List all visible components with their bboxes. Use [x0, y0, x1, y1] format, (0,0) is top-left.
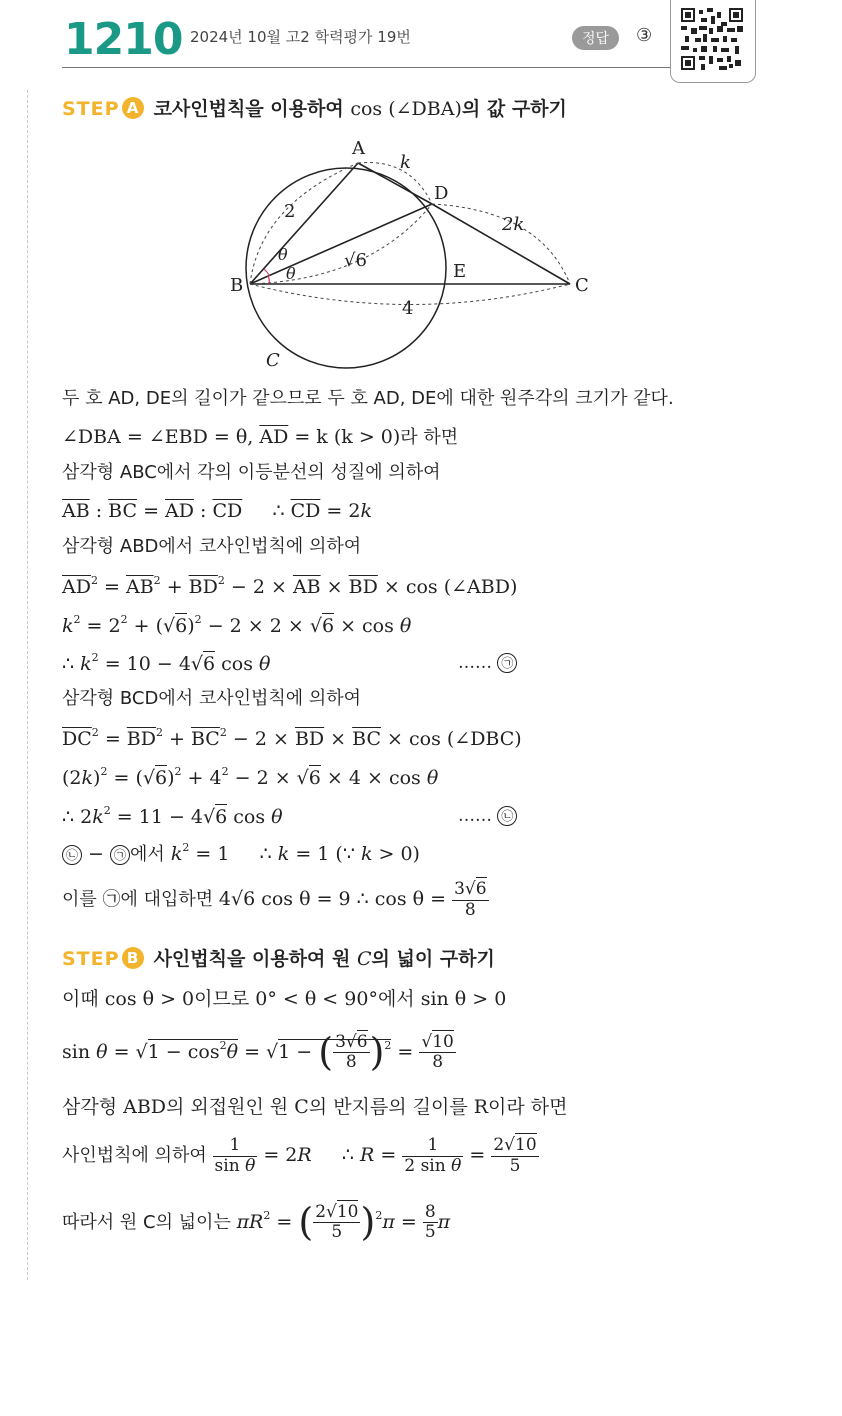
label-a: A — [352, 138, 365, 159]
label-bd-length: √6 — [344, 250, 367, 271]
text-line-12: ∴ $2k^2 = 11 - 4√6$ cos θ — [62, 804, 283, 828]
label-b: B — [230, 275, 244, 296]
text-line-4-ratio: $\overline{AB}$ : $\overline{BC} = \overline{AD}$ : $\overline{CD}$ ∴ $\overline{CD} = 2k$ — [62, 500, 372, 522]
equation-tag-2: …… ㉡ — [458, 806, 517, 826]
step-a-title-math: cos (∠DBA) — [350, 98, 462, 120]
step-b-title-pre: 사인법칙을 이용하여 원 — [153, 948, 357, 970]
segment-bd — [250, 204, 432, 284]
line2-suffix: 라 하면 — [400, 427, 459, 448]
tag-mark-2: ㉡ — [497, 806, 517, 826]
label-e: E — [453, 261, 467, 282]
line19-prefix: 따라서 원 C의 넓이는 — [62, 1211, 237, 1233]
text-line-16-sin: $\sin \theta = √1 - \cos^2\theta = √1$ − ( $\frac{3√6}{8}$ )$^2$ = $\frac{√10}{8}$ — [62, 1030, 454, 1074]
label-ad-length: k — [400, 152, 411, 173]
label-ab-length: 2 — [284, 201, 296, 222]
step-b-title-post: 의 넓이 구하기 — [371, 948, 495, 970]
label-circle-c: C — [266, 350, 280, 371]
problem-source: 2024년 10월 고2 학력평가 19번 — [190, 28, 411, 46]
margin-guide-line — [27, 90, 28, 1280]
step-b-letter-badge: B — [122, 947, 144, 969]
line2-equation: = k (k > 0) — [288, 426, 401, 448]
label-dc-length: 2k — [502, 214, 525, 235]
text-line-19-area: 따라서 원 C의 넓이는 $\pi R^2$ = ( $\frac{2√10}{5}$ )$^2$π = $\frac{8}{5}$ π — [62, 1200, 451, 1244]
angle-mark-1 — [264, 269, 269, 276]
text-line-18: 사인법칙에 의하여 $\frac{1}{\text{sin θ}}$ = 2R ∴ R = $\frac{1}{\text{2 sin θ}}$ = $\frac{2√10}{5}$ — [62, 1135, 537, 1176]
step-a-title-pre: 코사인법칙을 이용하여 — [153, 98, 351, 120]
step-a-heading — [62, 94, 567, 121]
step-b-title-math: C — [356, 948, 372, 970]
label-c: C — [575, 275, 589, 296]
line14-math: 4√6 cos θ = 9 ∴ cos θ = — [218, 888, 453, 911]
problem-number: 1210 — [64, 14, 183, 65]
label-d: D — [434, 183, 449, 204]
text-line-17: 삼각형 ABD의 외접원인 원 C의 반지름의 길이를 R이라 하면 — [62, 1096, 568, 1118]
segment-ad — [358, 163, 432, 204]
text-line-9: 삼각형 BCD에서 코사인법칙에 의하여 — [62, 688, 362, 709]
line2-ad-overline: $\overline{AD}$ — [259, 426, 289, 448]
step-a-title-post: 의 값 구하기 — [461, 98, 567, 120]
frac-cos-theta: $\frac{3√6}{8}$ — [454, 879, 487, 920]
answer-value: ③ — [636, 25, 653, 46]
label-bc-length: 4 — [402, 298, 414, 319]
line14-prefix: 이를 ㉠에 대입하면 — [62, 889, 219, 911]
answer-badge: 정답 — [572, 26, 619, 50]
step-a-letter-badge: A — [122, 97, 144, 119]
text-line-11: $(2k)^2 = (√6)^2 + 4^2 - 2 \times √6 \times 4 \times \cos \theta$ — [62, 765, 439, 789]
text-line-13: ㉡ − ㉠ 에서 $k^2 = 1$ ∴ k = 1 (∵ k > 0) — [62, 841, 420, 866]
step-a-word: STEP — [62, 98, 120, 120]
text-line-3: 삼각형 ABC에서 각의 이등분선의 성질에 의하여 — [62, 462, 441, 483]
qr-code-icon — [681, 8, 743, 70]
text-line-15: 이때 cos θ > 0이므로 0° < θ < 90°에서 sin θ > 0 — [62, 988, 507, 1010]
text-line-10-cosine-law: $\overline{DC}^2 = \overline{BD}^2 + \overline{BC}^2 - 2 \times \overline{BD} \times \overline{BC} \times \cos$ (∠DBC) — [62, 726, 522, 750]
label-angle-theta-1: θ — [278, 245, 288, 264]
line2-angles: ∠DBA = ∠EBD = θ, — [62, 426, 260, 448]
line18-prefix: 사인법칙에 의하여 — [62, 1145, 213, 1167]
geometry-diagram — [220, 130, 620, 380]
text-line-1: 두 호 AD, DE의 길이가 같으므로 두 호 AD, DE에 대한 원주각의 크기가 같다. — [62, 388, 674, 409]
problem-header — [62, 10, 762, 72]
text-line-5: 삼각형 ABD에서 코사인법칙에 의하여 — [62, 536, 362, 557]
qr-code-box[interactable] — [670, 0, 756, 83]
text-line-7: $k^2 = 2^2 + (√6)^2 - 2 \times 2 \times √6 \times \cos \theta$ — [62, 613, 412, 637]
step-b-word: STEP — [62, 948, 120, 970]
step-b-heading — [62, 944, 495, 971]
tag-mark-1: ㉠ — [497, 653, 517, 673]
text-line-6-cosine-law: $\overline{AD}^2 = \overline{AB}^2 + \overline{BD}^2 - 2 \times \overline{AB} \times \overline{BD} \times \cos$ (∠ABD) — [62, 574, 518, 598]
text-line-2 — [62, 426, 458, 449]
text-line-14 — [62, 880, 489, 920]
equation-tag-1: …… ㉠ — [458, 653, 517, 673]
header-divider — [62, 67, 672, 68]
label-angle-theta-2: θ — [286, 264, 296, 283]
segment-ab — [250, 163, 358, 284]
text-line-8: ∴ $k^2 = 10 - 4√6$ cos θ — [62, 651, 271, 675]
